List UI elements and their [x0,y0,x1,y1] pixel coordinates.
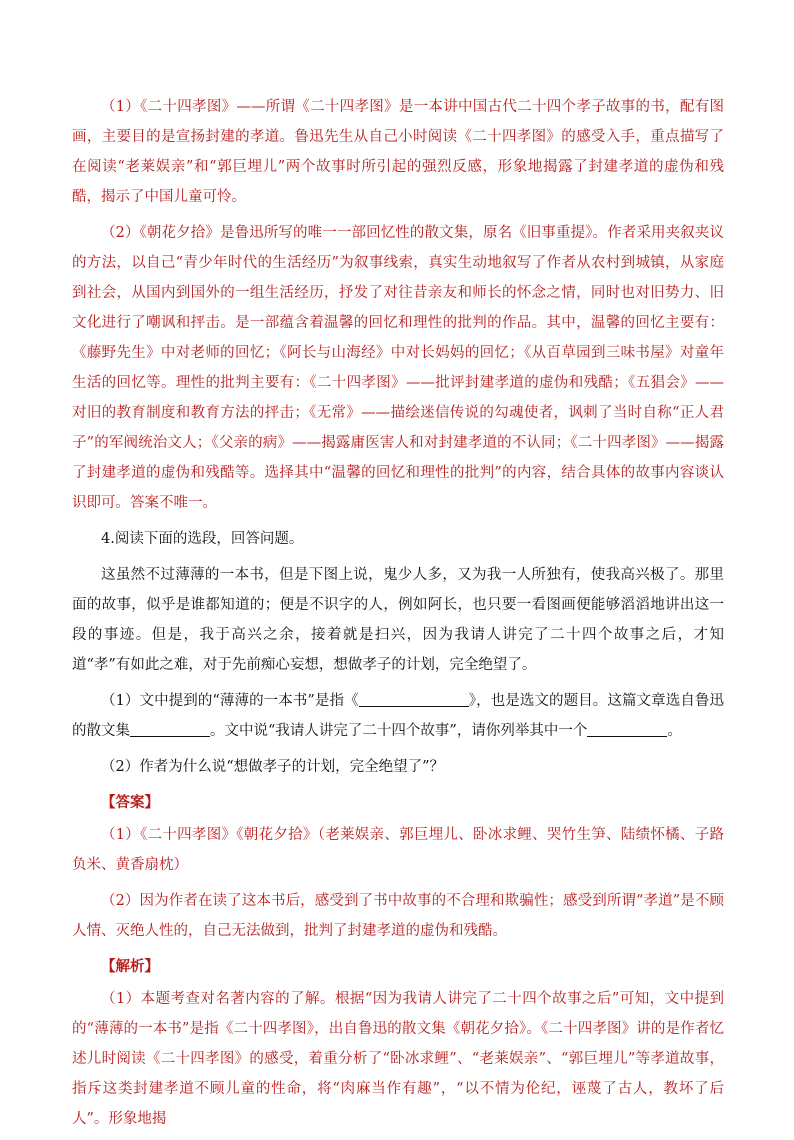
analysis-label: 【解析】 [101,959,159,975]
question-1-part-2: 》，也是选文的题目。这篇文章选自鲁迅的散文集 [72,693,724,739]
reading-passage: 这虽然不过薄薄的一本书，但是下图上说，鬼少人多，又为我一人所独有，使我高兴极了。那里面的故事，似乎是谁都知道的；便是不识字的人，例如阿长，也只要一看图画便能够滔滔地讲出这一段的事迹。但是，我于高兴之余，接着就是扫兴，因为我请人讲完了二十四个故事之后，才知道“孝”有如此之难，对于先前痴心妄想，想做孝子的计划，完全绝望了。 [72,567,724,673]
answer-blank-story[interactable] [587,718,667,737]
question-1-part-4: 。 [667,723,682,739]
analysis-paragraph-1: （1）本题考查对名著内容的了解。根据“因为我请人讲完了二十四个故事之后”可知，文中提到的“薄薄的一本书”是指《二十四孝图》，出自鲁迅的散文集《朝花夕拾》。《二十四孝图》讲的是作者忆述儿时阅读《二十四孝图》的感受，着重分析了“卧冰求鲤”、“老莱娱亲”、“郭巨埋儿”等孝道故事，指斥这类封建孝道不顾儿童的性命，将“肉麻当作有趣”，“以不情为伦纪，诬蔑了古人，教坏了后人”。形象地揭 [72,991,724,1127]
document-body [72,92,724,1140]
answer-blank-collection[interactable] [130,718,210,737]
answer-paragraph-1: （1）《二十四孝图》《朝花夕拾》（老莱娱亲、郭巨埋儿、卧冰求鲤、哭竹生笋、陆绩怀橘、子路负米、黄香扇枕） [72,827,724,873]
answer-label: 【答案】 [101,795,159,811]
question-1-part-1: （1）文中提到的“薄薄的一本书”是指《 [101,693,359,709]
question-header: 4.阅读下面的选段，回答问题。 [101,531,304,547]
answer-paragraph-2: （2）因为作者在读了这本书后，感受到了书中故事的不合理和欺骗性；感受到所谓“孝道”是不顾人情、灭绝人性的，自己无法做到，批判了封建孝道的虚伪和残酷。 [72,893,724,939]
answer-blank-book-title[interactable] [359,688,469,707]
explanation-paragraph-2: （2）《朝花夕拾》是鲁迅所写的唯一一部回忆性的散文集，原名《旧事重提》。作者采用夹叙夹议的方法，以自己“青少年时代的生活经历”为叙事线索，真实生动地叙写了作者从农村到城镇，从家庭到社会，从国内到国外的一组生活经历，抒发了对往昔亲友和师长的怀念之情，同时也对旧势力、旧文化进行了嘲讽和抨击。是一部蕴含着温馨的回忆和理性的批判的作品。其中，温馨的回忆主要有：《藤野先生》中对老师的回忆；《阿长与山海经》中对长妈妈的回忆；《从百草园到三味书屋》对童年生活的回忆等。理性的批判主要有：《二十四孝图》——批评封建孝道的虚伪和残酷；《五猖会》——对旧的教育制度和教育方法的抨击；《无常》——描绘迷信传说的勾魂使者，讽刺了当时自称“正人君子”的军阀统治文人；《父亲的病》——揭露庸医害人和对封建孝道的不认同；《二十四孝图》——揭露了封建孝道的虚伪和残酷等。选择其中“温馨的回忆和理性的批判”的内容，结合具体的故事内容谈认识即可。答案不唯一。 [72,225,724,511]
question-2: （2）作者为什么说“想做孝子的计划，完全绝望了”？ [101,759,445,775]
explanation-paragraph-1: （1）《二十四孝图》——所谓《二十四孝图》是一本讲中国古代二十四个孝子故事的书，配有图画，主要目的是宣扬封建的孝道。鲁迅先生从自己小时阅读《二十四孝图》的感受入手，重点描写了在阅读“老莱娱亲”和“郭巨埋儿”两个故事时所引起的强烈反感，形象地揭露了封建孝道的虚伪和残酷，揭示了中国儿童可怜。 [72,99,724,205]
question-1-part-3: 。文中说“我请人讲完了二十四个故事”，请你列举其中一个 [210,723,588,739]
question-1 [72,686,724,746]
